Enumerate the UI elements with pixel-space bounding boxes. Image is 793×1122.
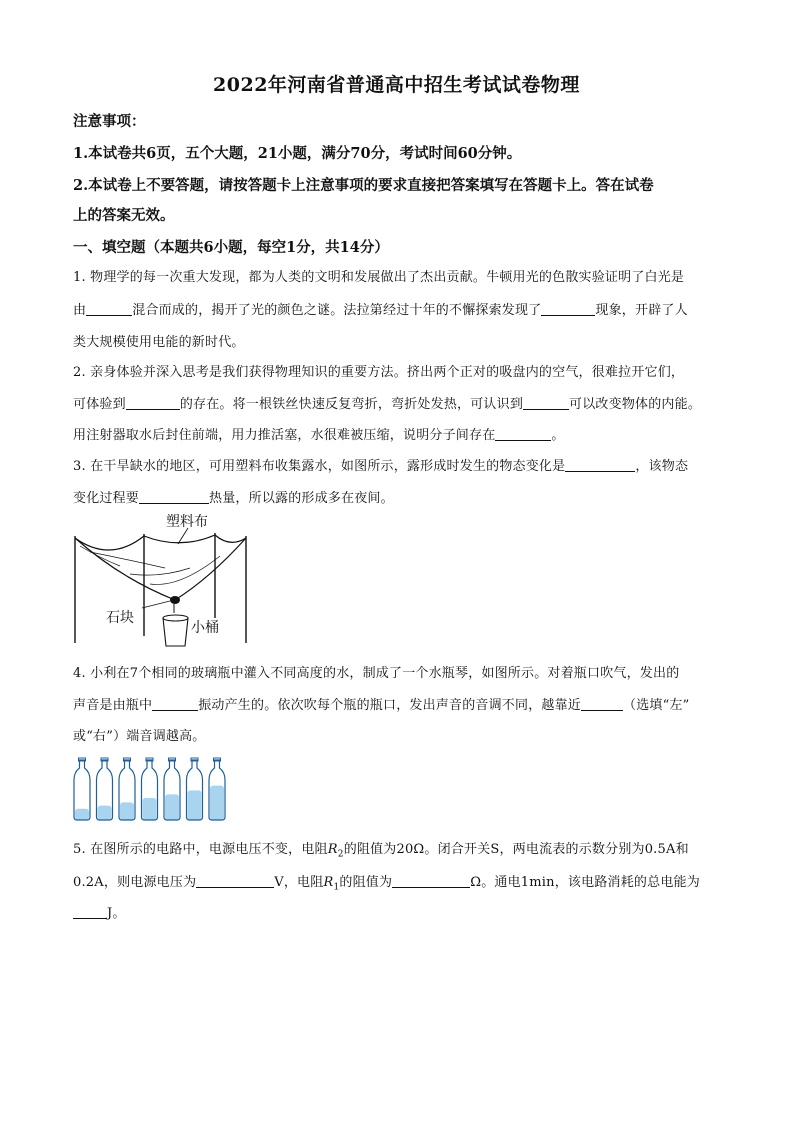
label-stone: 石块 bbox=[106, 610, 134, 626]
label-bucket: 小桶 bbox=[191, 620, 219, 636]
q4-text-c: （选填“左” bbox=[623, 698, 690, 713]
q5-text-g: J。 bbox=[107, 906, 126, 921]
bottle-water bbox=[210, 786, 224, 820]
q2-text-e: 。 bbox=[551, 428, 565, 443]
q1-text-c: 现象，开辟了人 bbox=[595, 303, 688, 318]
q5-blank-2[interactable] bbox=[392, 873, 470, 888]
q5-r1-symbol: R bbox=[323, 875, 334, 890]
bottle-water bbox=[165, 794, 179, 820]
bottle-water bbox=[143, 798, 157, 820]
q5-blank-1[interactable] bbox=[196, 873, 274, 888]
q3-text-c: 变化过程要 bbox=[73, 491, 140, 506]
q1-line1: 1. 物理学的每一次重大发现，都为人类的文明和发展做出了杰出贡献。牛顿用光的色散实验证明了白光是 bbox=[73, 270, 685, 285]
q4-blank-1[interactable] bbox=[152, 696, 198, 711]
q4-line2 bbox=[73, 694, 690, 713]
section1-heading: 一、填空题（本题共6小题，每空1分，共14分） bbox=[73, 239, 389, 256]
dew-collection-figure bbox=[70, 508, 255, 650]
notice-item-1: 1.本试卷共6页，五个大题，21小题，满分70分，考试时间60分钟。 bbox=[73, 145, 522, 162]
sheet-top-edge bbox=[75, 535, 246, 550]
q3-text-d: 热量，所以露的形成多在夜间。 bbox=[209, 491, 394, 506]
q5-r2-symbol: R bbox=[327, 842, 338, 857]
q4-line1: 4. 小利在7个相同的玻璃瓶中灌入不同高度的水，制成了一个水瓶琴，如图所示。对着瓶口吹气，发出的 bbox=[73, 666, 680, 681]
q2-blank-3[interactable] bbox=[495, 426, 551, 441]
notice-heading: 注意事项： bbox=[73, 113, 146, 130]
bucket bbox=[163, 618, 188, 646]
q5-text-e: 的阻值为 bbox=[339, 875, 393, 890]
q5-blank-3[interactable] bbox=[73, 904, 107, 919]
q1-line3: 类大规模使用电能的新时代。 bbox=[73, 335, 245, 350]
leader-cloth bbox=[178, 528, 188, 544]
q5-text-b: 的阻值为20Ω。闭合开关S，两电流表的示数分别为0.5A和 bbox=[343, 842, 689, 857]
q3-text-b: ，该物态 bbox=[635, 459, 689, 474]
q2-text-b: 的存在。将一根铁丝快速反复弯折，弯折处发热，可认识到 bbox=[179, 397, 524, 412]
q1-line2 bbox=[73, 299, 688, 318]
q2-line1: 2. 亲身体验并深入思考是我们获得物理知识的重要方法。挤出两个正对的吸盘内的空气，很难拉开它们， bbox=[73, 365, 685, 380]
q4-line3: 或“右”）端音调越高。 bbox=[73, 729, 206, 744]
bottle bbox=[142, 758, 158, 820]
q5-line3 bbox=[73, 902, 126, 921]
q5-text-f: Ω。通电1min，该电路消耗的总电能为 bbox=[470, 875, 700, 890]
q3-line1 bbox=[73, 455, 688, 474]
stone bbox=[170, 596, 180, 604]
bottle bbox=[74, 758, 90, 820]
label-plastic-cloth: 塑料布 bbox=[166, 514, 208, 530]
q3-blank-1[interactable] bbox=[565, 457, 635, 472]
q4-text-a: 声音是由瓶中 bbox=[73, 698, 153, 713]
q5-text-c: 0.2A，则电源电压为 bbox=[73, 875, 197, 890]
notice-item-2-line2: 上的答案无效。 bbox=[73, 207, 175, 224]
q2-text-d: 用注射器取水后封住前端，用力推活塞，水很难被压缩，说明分子间存在 bbox=[73, 428, 496, 443]
exam-title: 2022年河南省普通高中招生考试试卷物理 bbox=[213, 74, 580, 96]
water-bottles-figure bbox=[70, 754, 230, 824]
q5-line2 bbox=[73, 871, 700, 893]
bottle-water bbox=[188, 790, 202, 820]
q5-line1 bbox=[73, 838, 689, 860]
bottle bbox=[119, 758, 135, 820]
q4-text-b: 振动产生的。依次吹每个瓶的瓶口，发出声音的音调不同，越靠近 bbox=[198, 698, 582, 713]
bottle-water bbox=[75, 809, 89, 820]
sheet-folds bbox=[80, 546, 220, 584]
q2-blank-2[interactable] bbox=[523, 395, 569, 410]
bottle bbox=[97, 758, 113, 820]
q4-blank-2[interactable] bbox=[581, 696, 623, 711]
q2-line3 bbox=[73, 424, 565, 443]
sheet-sag bbox=[75, 538, 246, 600]
q1-blank-1[interactable] bbox=[86, 301, 132, 316]
q3-text-a: 3. 在干旱缺水的地区，可用塑料布收集露水，如图所示，露形成时发生的物态变化是 bbox=[73, 459, 566, 474]
q1-blank-2[interactable] bbox=[541, 301, 595, 316]
leader-stone bbox=[142, 601, 170, 608]
q5-r1-subscript: 1 bbox=[333, 882, 340, 893]
bottle-water bbox=[120, 802, 134, 820]
q1-text-b: 混合而成的，揭开了光的颜色之谜。法拉第经过十年的不懈探索发现了 bbox=[132, 303, 542, 318]
q2-text-c: 可以改变物体的内能。 bbox=[569, 397, 702, 412]
q3-blank-2[interactable] bbox=[139, 489, 209, 504]
q5-text-d: V，电阻 bbox=[274, 875, 324, 890]
q2-blank-1[interactable] bbox=[126, 395, 180, 410]
bottle bbox=[164, 758, 180, 820]
notice-item-2-line1: 2.本试卷上不要答题，请按答题卡上注意事项的要求直接把答案填写在答题卡上。答在试卷 bbox=[73, 177, 654, 194]
q2-text-a: 可体验到 bbox=[73, 397, 126, 412]
bottle bbox=[187, 758, 203, 820]
bucket-rim bbox=[163, 615, 188, 621]
q2-line2 bbox=[73, 393, 701, 412]
q1-text-a: 由 bbox=[73, 303, 87, 318]
q5-r2-subscript: 2 bbox=[337, 849, 344, 860]
q3-line2 bbox=[73, 487, 394, 506]
q5-text-a: 5. 在图所示的电路中，电源电压不变，电阻 bbox=[73, 842, 328, 857]
bottle-water bbox=[98, 806, 112, 820]
bottle bbox=[209, 758, 225, 820]
